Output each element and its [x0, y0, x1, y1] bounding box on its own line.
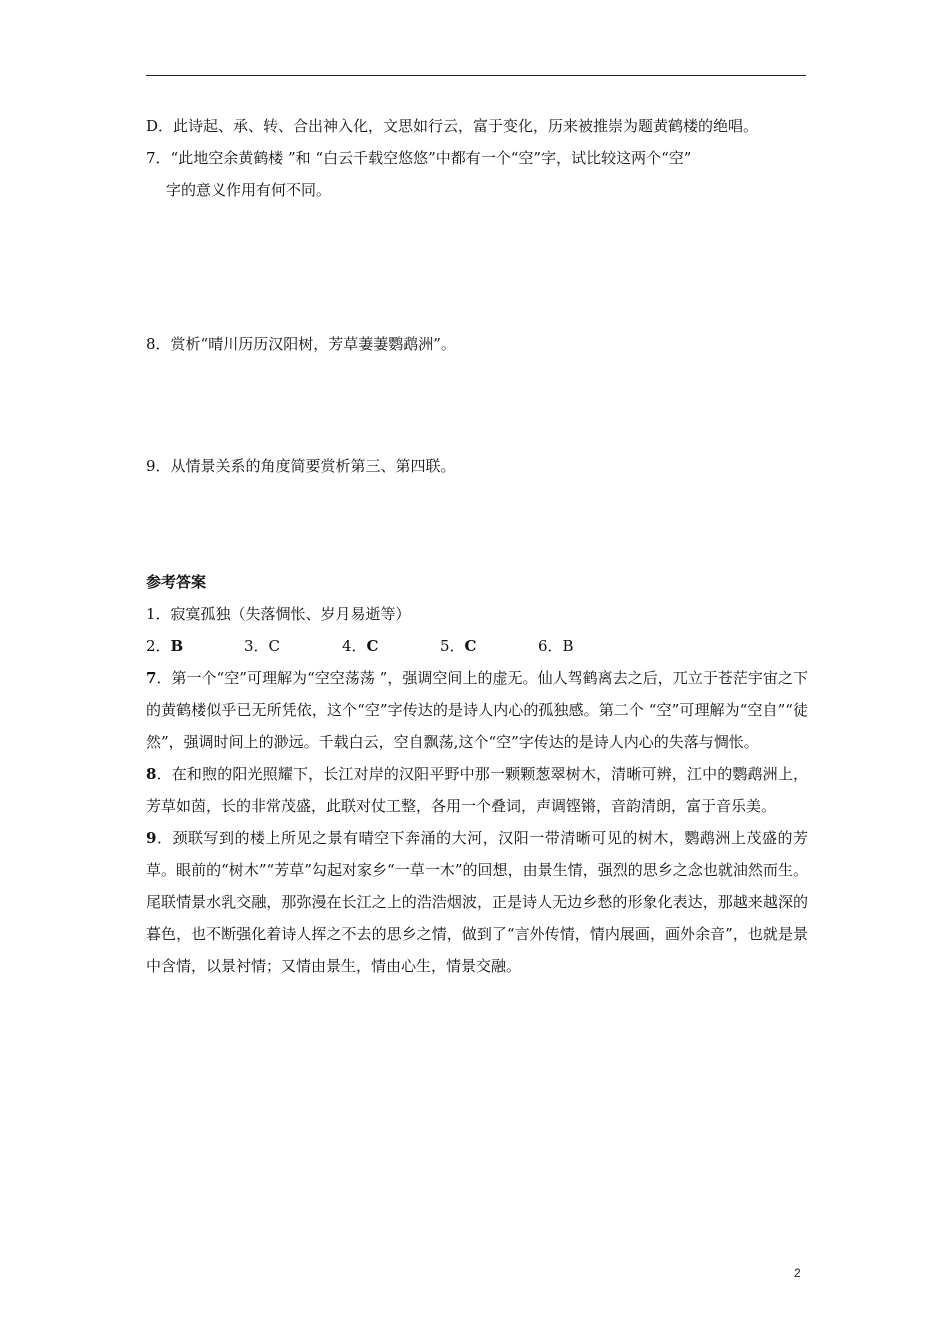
option-d: D．此诗起、承、转、合出神入化，文思如行云，富于变化，历来被推崇为题黄鹤楼的绝唱。	[146, 117, 759, 135]
answer-1: 1．寂寞孤独（失落惆怅、岁月易逝等）	[146, 605, 411, 623]
answer-9: 9．颈联写到的楼上所见之景有晴空下奔涌的大河，汉阳一带清晰可见的树木，鹦鹉洲上茂盛的芳草。眼前的“树木”“芳草”勾起对家乡“一草一木”的回想，由景生情，强烈的思乡之念也就油然而生。尾联情景水乳交融，那弥漫在长江之上的浩浩烟波，正是诗人无边乡愁的形象化表达，那越来越深的暮色，也不断强化着诗人挥之不去的思乡之情，做到了“言外传情，情内展画，画外余音”，也就是景中含情，以景衬情；又情由景生，情由心生，情景交融。	[146, 829, 808, 975]
question-7-line-2: 字的意义作用有何不同。	[166, 181, 332, 199]
question-9: 9．从情景关系的角度简要赏析第三、第四联。	[146, 457, 456, 475]
answer-choice-3: 3．C	[244, 637, 281, 655]
answer-choice-5: 5．C	[440, 637, 477, 655]
answers-heading: 参考答案	[146, 573, 207, 591]
question-7-line-1: 7．“此地空余黄鹤楼 ”和 “白云千载空悠悠”中都有一个“空”字，试比较这两个“空”	[146, 149, 692, 167]
answer-8: 8．在和煦的阳光照耀下，长江对岸的汉阳平野中那一颗颗葱翠树木，清晰可辨，江中的鹦鹉洲上，芳草如茵，长的非常茂盛，此联对仗工整，各用一个叠词，声调铿锵，音韵清朗，富于音乐美。	[146, 765, 808, 815]
page-number: 2	[794, 1266, 801, 1280]
answer-space-8	[146, 360, 808, 450]
answer-space-7	[146, 206, 808, 328]
answer-space-9	[146, 482, 808, 566]
document-body	[146, 110, 808, 982]
answer-7: 7．第一个“空”可理解为“空空荡荡 ”，强调空间上的虚无。仙人驾鹤离去之后，兀立于苍茫宇宙之下的黄鹤楼似乎已无所凭依，这个“空”字传达的是诗人内心的孤独感。第二个 “空”可理解为“空自”“徒然”，强调时间上的渺远。千载白云，空自飘荡,这个“空”字传达的是诗人内心的失落与惆怅。	[146, 669, 808, 751]
question-8: 8．赏析“晴川历历汉阳树，芳草萋萋鹦鹉洲”。	[146, 335, 456, 353]
answer-choice-6: 6．B	[538, 637, 574, 655]
header-rule	[146, 75, 806, 76]
answer-choices-row	[146, 630, 808, 662]
answer-choice-4: 4．C	[342, 637, 379, 655]
answer-choice-2: 2．B	[146, 637, 184, 655]
